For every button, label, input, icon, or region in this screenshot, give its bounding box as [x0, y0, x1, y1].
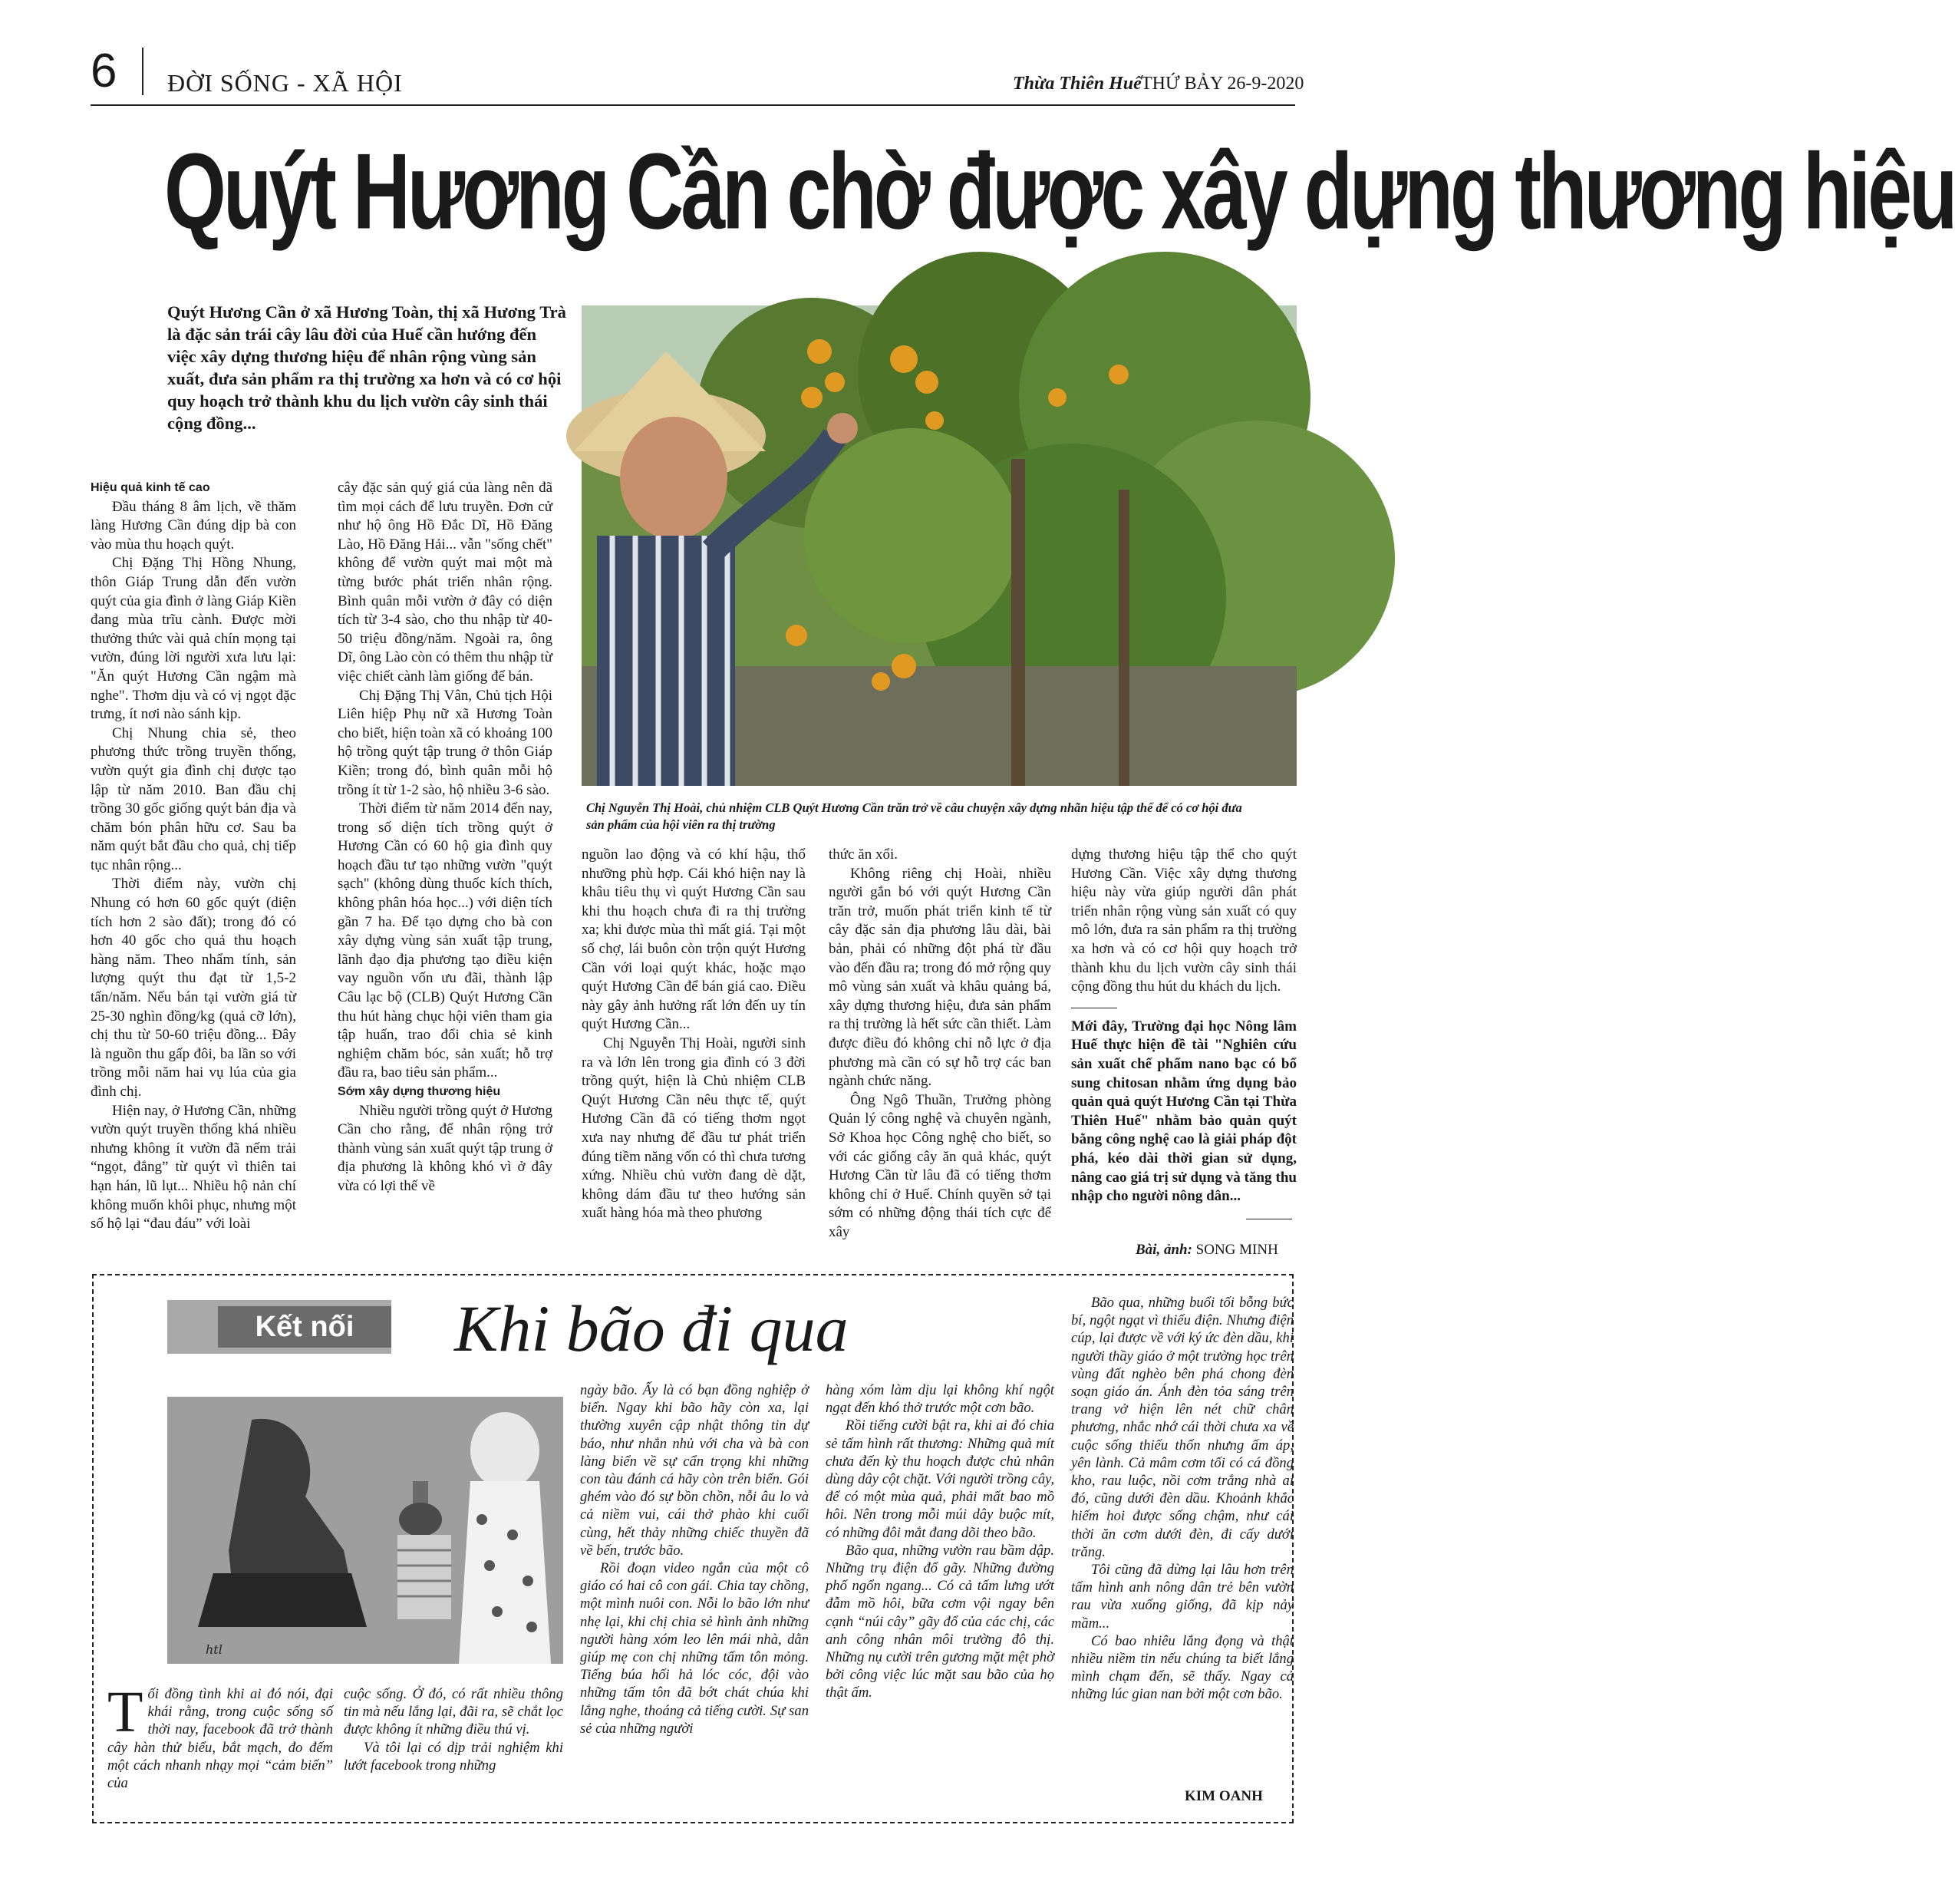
- article-column-5: [1071, 846, 1297, 1219]
- paragraph: Đầu tháng 8 âm lịch, về thăm làng Hương Cần đúng dịp bà con vào mùa thu hoạch quýt.: [91, 498, 296, 553]
- paragraph: Bão qua, những vườn rau bầm dập. Những trụ điện đổ gãy. Những đường phố ngổn ngang... Có cả tấm lưng ướt đẫm mồ hôi, bữa cơm vội ngay bên cạnh “núi cây” gãy đổ của các chị, các anh công nhân môi trường đô thị. Những nụ cười trên gương mặt mệt phờ bởi công việc lúc mặt sau bão của họ thật ấm.: [826, 1542, 1054, 1701]
- paragraph-research-note: Mới đây, Trường đại học Nông lâm Huế thực hiện đề tài "Nghiên cứu sản xuất chế phẩm nano bạc có bổ sung chitosan nhằm ứng dụng bảo quản quả quýt Hương Cần tại Thừa Thiên Huế" nhằm bảo quản quýt bằng công nghệ cao là giải pháp đột phá, kéo dài thời gian sử dụng, nâng cao giá trị sử dụng và tăng thu nhập cho người nông dân...: [1071, 1018, 1297, 1205]
- article-byline: [1136, 1242, 1278, 1259]
- illustration-signature: htl: [206, 1642, 223, 1657]
- dropcap: T: [107, 1680, 143, 1744]
- paragraph: Không riêng chị Hoài, nhiều người gắn bó với quýt Hương Cần trăn trở, muốn phát triển kinh tế từ cây đặc sản địa phương lâu dài, bài bản, phải có những đột phá từ đầu vào đến đầu ra; trong đó mở rộng quy mô vùng sản xuất và khâu quảng bá, xây dựng thương hiệu, đưa sản phẩm ra thị trường là hết sức cần thiết. Làm được điều đó không chỉ nỗ lực ở địa phương mà cần có sự hỗ trợ các ban ngành chức năng.: [829, 865, 1051, 1090]
- paragraph: [107, 1680, 333, 1792]
- paragraph: hàng xóm làm dịu lại không khí ngột ngạt đến khó thở trước một cơn bão.: [826, 1382, 1054, 1417]
- paragraph: ngày bão. Ấy là có bạn đồng nghiệp ở biển. Ngay khi bão hãy còn xa, lại thường xuyên cập nhật thông tin dự báo, như nhắn nhủ với cha và bà con làng biển về sự cẩn trọng khi những con tàu đánh cá hãy còn trên biển. Gói ghém vào đó sự bồn chồn, nỗi âu lo và cả niềm vui, cái thở phào khi cuối cùng, hết thảy những chiếc thuyền đã về bến, trước bão.: [580, 1382, 809, 1559]
- ketnoi-column-5: [1071, 1294, 1294, 1704]
- subhead-build-brand: Sớm xây dựng thương hiệu: [338, 1085, 501, 1098]
- masthead-divider: [142, 48, 143, 95]
- photo-caption: Chị Nguyễn Thị Hoài, chủ nhiệm CLB Quýt Hương Cần trăn trở về câu chuyện xây dựng nhãn hiệu tập thể để có cơ hội đưa sản phẩm của hội viên ra thị trường: [586, 800, 1242, 832]
- paragraph: Chị Đặng Thị Hồng Nhung, thôn Giáp Trung dẫn đến vườn quýt của gia đình ở làng Giáp Kiền đang mùa trĩu cành. Được mời thưởng thức vài quả chín mọng tại vườn, đúng lời người xưa lưu lại: "Ăn quýt Hương Cần ngậm mà nghe". Thơm dịu và có vị ngọt đặc trưng, ít nơi nào sánh kịp.: [91, 555, 296, 723]
- paragraph: Ông Ngô Thuần, Trưởng phòng Quản lý công nghệ và chuyên ngành, Sở Khoa học Công nghệ cho biết, so với các giống cây ăn quả khác, quýt Hương Cần từ lâu đã có tiếng thơm không chỉ ở Huế. Chính quyền sở tại sớm có những động thái tích cực để xây: [829, 1091, 1051, 1240]
- section-name: ĐỜI SỐNG - XÃ HỘI: [167, 69, 403, 97]
- subhead-economic-efficiency: Hiệu quả kinh tế cao: [91, 481, 210, 494]
- paragraph: Thời điểm từ năm 2014 đến nay, trong số diện tích trồng quýt ở Hương Cần có 60 hộ gia đình quy hoạch đầu tư tạo những vườn "quýt sạch" (không dùng thuốc kích thích, không phân hóa học...) với diện tích gần 7 ha. Để tạo dựng cho bà con xây dựng vùng sản xuất tập trung, lãnh đạo địa phương tạo điều kiện vay nguồn vốn ưu đãi, thành lập Câu lạc bộ (CLB) Quýt Hương Cần thu hút hàng chục hội viên tham gia tập huấn, trao đổi chia sẻ kinh nghiệm chăm bóc, sản xuất; hỗ trợ đầu ra, bao tiêu sản phẩm...: [338, 800, 552, 1081]
- paragraph: Rồi đoạn video ngắn của một cô giáo có hai cô con gái. Chia tay chồng, một mình nuôi con. Nỗi lo bão lớn như nhẹ lại, khi chị chia sẻ hình ảnh những người hàng xóm leo lên mái nhà, dằn giúp mẹ con chị những tấm tôn mỏng. Tiếng búa hối hả lóc cóc, đội vào những tấm tôn đã bớt chát chúa khi lắng nghe, thoáng cả tiếng cười. Sự san sẻ của những người: [580, 1560, 809, 1737]
- paragraph: Thời điểm này, vườn chị Nhung có hơn 60 gốc quýt (diện tích hơn 2 sào đất); trong đó có hơn 40 gốc cho quả thu hoạch hàng năm. Theo nhẩm tính, sản lượng quýt thu đạt từ 1,5-2 tấn/năm. Nếu bán tại vườn giá từ 25-30 nghìn đồng/kg (quả cỡ lớn), chị thu từ 50-60 triệu đồng... Đây là nguồn thu gấp đôi, ba lần so với trồng mỗi năm hai vụ lúa của gia đình chị.: [91, 876, 296, 1100]
- article-photo: [582, 305, 1297, 786]
- byline-label: Bài, ảnh:: [1136, 1242, 1192, 1258]
- paragraph: cây đặc sản quý giá của làng nên đã tìm mọi cách để lưu truyền. Đơn cử như hộ ông Hồ Đắc Dĩ, Hồ Đăng Lào, Hồ Đăng Hải... vẫn "sống chết" không để vườn quýt mai một mà từng bước phát triển nhân rộng. Bình quân mỗi vườn ở đây có diện tích từ 3-4 sào, cho thu nhập từ 40-50 triệu đồng/năm. Ngoài ra, ông Dĩ, ông Lào còn có thêm thu nhập từ việc chiết cành làm giống để bán.: [338, 480, 552, 685]
- article-lede: Quýt Hương Cần ở xã Hương Toàn, thị xã Hương Trà là đặc sản trái cây lâu đời của Huế cần hướng đến việc xây dựng thương hiệu để nhân rộng vùng sản xuất, đưa sản phẩm ra thị trường xa hơn và có cơ hội quy hoạch trở thành khu du lịch vườn cây sinh thái cộng đồng...: [167, 302, 566, 433]
- page-number: 6: [91, 45, 117, 97]
- ketnoi-title: Khi bão đi qua: [454, 1292, 849, 1365]
- lamp-reading-illustration: [167, 1397, 563, 1664]
- paragraph: nguồn lao động và có khí hậu, thổ nhưỡng phù hợp. Cái khó hiện nay là khâu tiêu thụ vì quýt Hương Cần sau khi thu hoạch chưa đi ra thị trường xa; khi được mùa thì mất giá. Tại một số chợ, lái buôn còn trộn quýt Hương Cần với loại quýt khác, hoặc mạo quýt Hương Cần để bán giá cao. Điều này gây ảnh hưởng rất lớn đến uy tín quýt Hương Cần...: [582, 846, 806, 1033]
- paragraph: Tôi cũng đã dừng lại lâu hơn trên tấm hình anh nông dân trẻ bên vườn rau vừa xuống giống, đã kịp nảy mầm...: [1071, 1562, 1294, 1632]
- orchard-photo-illustration: [582, 305, 1297, 786]
- paragraph: Rồi tiếng cười bật ra, khi ai đó chia sẻ tấm hình rất thương: Những quả mít chưa đến kỳ thu hoạch được chủ nhân dùng dây cột chặt. Với người trồng cây, để có một mùa quả, phải mất bao mồ hôi. Nên trong mỗi múi dây buộc mít, có những đôi mắt đang dõi theo bão.: [826, 1417, 1054, 1541]
- ketnoi-column-4: [826, 1381, 1054, 1702]
- paragraph: dựng thương hiệu tập thể cho quýt Hương Cần. Việc xây dựng thương hiệu này vừa giúp người dân phát triển nhân rộng vùng sản xuất có quy mô lớn, đưa ra sản phẩm ra thị trường xa hơn và có cơ hội quy hoạch trở thành khu du lịch vườn cây sinh thái cộng đồng thu hút du khách du lịch.: [1071, 846, 1297, 995]
- paragraph: Chị Đặng Thị Vân, Chủ tịch Hội Liên hiệp Phụ nữ xã Hương Toàn cho biết, hiện toàn xã có khoảng 100 hộ trồng quýt tập trung ở thôn Giáp Kiền; trong đó, bình quân mỗi hộ trồng ít từ 1-2 sào, hộ nhiều 3-6 sào.: [338, 687, 552, 798]
- ketnoi-author: KIM OANH: [1185, 1788, 1263, 1804]
- article-column-2: [338, 479, 552, 1196]
- paragraph: thức ăn xổi.: [829, 846, 898, 863]
- article-headline: Quýt Hương Cần chờ được xây dựng thương hiệu: [164, 131, 1955, 252]
- ketnoi-column-2: [344, 1685, 563, 1774]
- paragraph: cuộc sống. Ở đó, có rất nhiều thông tin mà nếu lắng lại, đãi ra, sẽ chắt lọc được không ít những điều thú vị.: [344, 1686, 563, 1738]
- byline-name: SONG MINH: [1195, 1242, 1278, 1258]
- paragraph: Hiện nay, ở Hương Cần, những vườn quýt truyền thống khá nhiều nhưng không ít vườn đã nếm trải “ngọt, đắng” từ quýt vì thiên tai hạn hán, lũ lụt... Nhiều hộ nản chí không muốn khôi phục, nhưng một số hộ lại “đau đáu” với loài: [91, 1102, 296, 1232]
- paragraph: Có bao nhiêu lắng đọng và thật nhiều niềm tin nếu chúng ta biết lắng mình chạm đến, sẽ thấy. Ngay cả những lúc gian nan bởi một cơn bão.: [1071, 1632, 1294, 1703]
- ketnoi-label: Kết nối: [218, 1306, 391, 1348]
- paragraph: Bão qua, những buổi tối bỗng bức bí, ngột ngạt vì thiếu điện. Nhưng điện cúp, lại được về với ký ức đèn dầu, khi người thầy giáo ở một trường học trên vùng đất nghèo bên phá chong đèn soạn giáo án. Ánh đèn tỏa sáng trên trang vở hiện lên nét chữ chân phương, nhắc nhớ cái thời chưa xa về cuộc sống thiếu thốn nhưng ấm áp, yên lành. Cả mâm cơm tối có cá đồng kho, rau luộc, nồi cơm trắng nhà ai đó, cũng dưới đèn dầu. Khoảnh khắc hiếm hoi được sống chậm, như cái thời ăn cơm dưới đèn, đi cấy dưới trăng.: [1071, 1295, 1294, 1560]
- paragraph: Nhiều người trồng quýt ở Hương Cần cho rằng, để nhân rộng trở thành vùng sản xuất quýt tập trung ở địa phương là không khó vì ở đây vừa có lợi thế về: [338, 1102, 552, 1194]
- paper-name: Thừa Thiên Huế: [1013, 74, 1142, 94]
- paragraph-text: ối đồng tình khi ai đó nói, đại khái rằng, trong cuộc sống số thời nay, facebook đã trở thành cây hàn thử biểu, bắt mạch, đo đếm một cách nhanh nhạy mọi “cảm biến” của: [107, 1686, 333, 1792]
- ketnoi-column-1: [107, 1680, 333, 1792]
- paragraph: Chị Nguyễn Thị Hoài, người sinh ra và lớn lên trong gia đình có 3 đời trồng quýt, hiện là Chủ nhiệm CLB Quýt Hương Cần nêu thực tế, quýt Hương Cần đã có tiếng thơm ngọt xưa nay nhưng để đầu tư phát triển đúng tiềm năng vốn có thì chưa tương xứng. Nhiều chủ vườn đang dè dặt, không dám đầu tư theo hướng sản xuất hàng hóa mà theo phương: [582, 1034, 806, 1222]
- ketnoi-column-3: [580, 1381, 809, 1737]
- ketnoi-illustration: [167, 1397, 563, 1664]
- paragraph: Và tôi lại có dịp trải nghiệm khi lướt facebook trong những: [344, 1739, 563, 1774]
- article-column-4: [829, 846, 1051, 1242]
- paragraph: Chị Nhung chia sẻ, theo phương thức trồng truyền thống, vườn quýt gia đình chị được tạo lập từ năm 2010. Ban đầu chị trồng 30 gốc giống quýt bản địa và chăm bón phân hữu cơ. Sau ba năm quýt bắt đầu cho quả, chị tiếp tục nhân rộng...: [91, 724, 296, 873]
- article-column-3: [582, 846, 806, 1223]
- issue-date: THỨ BẢY 26-9-2020: [1141, 74, 1304, 94]
- masthead-rule: [91, 104, 1295, 106]
- article-column-1: [91, 479, 296, 1234]
